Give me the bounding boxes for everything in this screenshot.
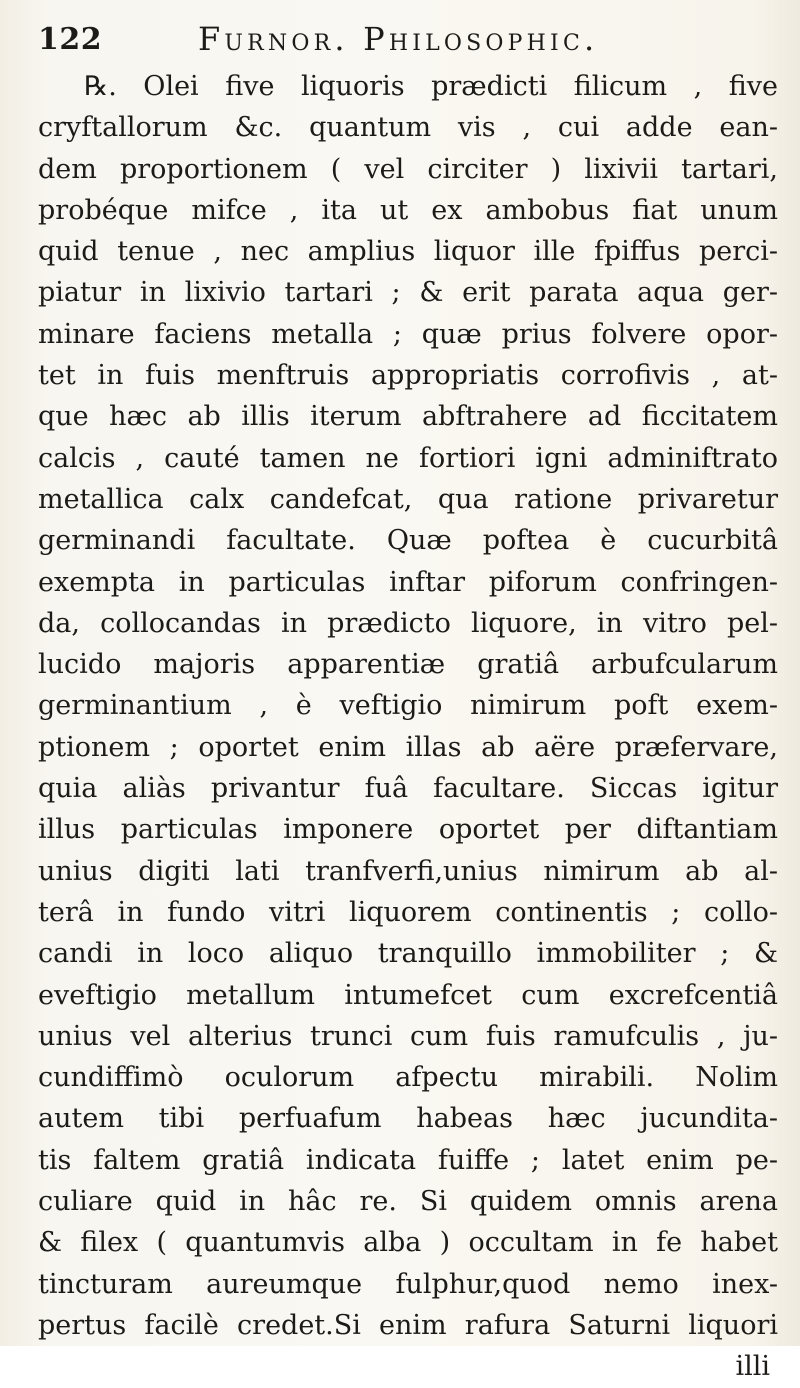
text-line: germinantium , è veftigio nimirum poft exem-: [38, 690, 778, 722]
text-line: tincturam aureumque fulphur,quod nemo inex-: [38, 1268, 778, 1300]
text-line: dem proportionem ( vel circiter ) lixivii tartari,: [38, 153, 778, 185]
text-line: pertus facilè credet.Si enim rafura Saturni liquori: [38, 1309, 778, 1341]
text-line: ℞. Olei five liquoris prædicti filicum , five: [84, 71, 778, 102]
page-number: 122: [38, 22, 103, 57]
text-line: terâ in fundo vitri liquorem continentis ; collo-: [38, 896, 778, 928]
text-line: illus particulas imponere oportet per diftantiam: [38, 814, 778, 846]
text-line: ptionem ; oportet enim illas ab aëre præfervare,: [38, 731, 778, 763]
text-line: da, collocandas in prædicto liquore, in vitro pel-: [38, 607, 778, 639]
text-line: lucido majoris apparentiæ gratiâ arbufcularum: [38, 649, 778, 681]
text-line: autem tibi perfuafum habeas hæc jucundita-: [38, 1103, 778, 1135]
text-line: piatur in lixivio tartari ; & erit parata aqua ger-: [38, 277, 778, 309]
text-line: tet in fuis menftruis appropriatis corrofivis , at-: [38, 360, 778, 392]
running-title: Furnor. Philosophic.: [198, 20, 599, 58]
text-line: metallica calx candefcat, qua ratione privaretur: [38, 483, 778, 515]
catchword: illi: [735, 1351, 770, 1383]
body-text: [38, 66, 778, 1388]
text-line: quia aliàs privantur fuâ facultare. Siccas igitur: [38, 773, 778, 805]
text-line: tis faltem gratiâ indicata fuiffe ; latet enim pe-: [38, 1144, 778, 1176]
text-line: & filex ( quantumvis alba ) occultam in fe habet: [38, 1227, 778, 1259]
text-line: germinandi facultate. Quæ poftea è cucurbitâ: [38, 525, 778, 557]
text-line: que hæc ab illis iterum abftrahere ad ficcitatem: [38, 401, 778, 433]
text-line: candi in loco aliquo tranquillo immobiliter ; &: [38, 938, 778, 970]
text-line: cryftallorum &c. quantum vis , cui adde ean-: [38, 112, 778, 144]
text-line: eveftigio metallum intumefcet cum excrefcentiâ: [38, 979, 778, 1011]
text-line: culiare quid in hâc re. Si quidem omnis arena: [38, 1186, 778, 1218]
text-line: minare faciens metalla ; quæ prius folvere opor-: [38, 318, 778, 350]
text-line: probéque mifce , ita ut ex ambobus fiat unum: [38, 194, 778, 226]
text-line: cundiffimò oculorum afpectu mirabili. Nolim: [38, 1062, 778, 1094]
text-line: calcis , cauté tamen ne fortiori igni adminiftrato: [38, 442, 778, 474]
page-header: [38, 18, 778, 62]
text-line: quid tenue , nec amplius liquor ille fpiffus perci-: [38, 236, 778, 268]
text-line: unius vel alterius trunci cum fuis ramufculis , ju-: [38, 1020, 778, 1052]
text-line: exempta in particulas inftar piforum confringen-: [38, 566, 778, 598]
text-line: unius digiti lati tranfverfi,unius nimirum ab al-: [38, 855, 778, 887]
